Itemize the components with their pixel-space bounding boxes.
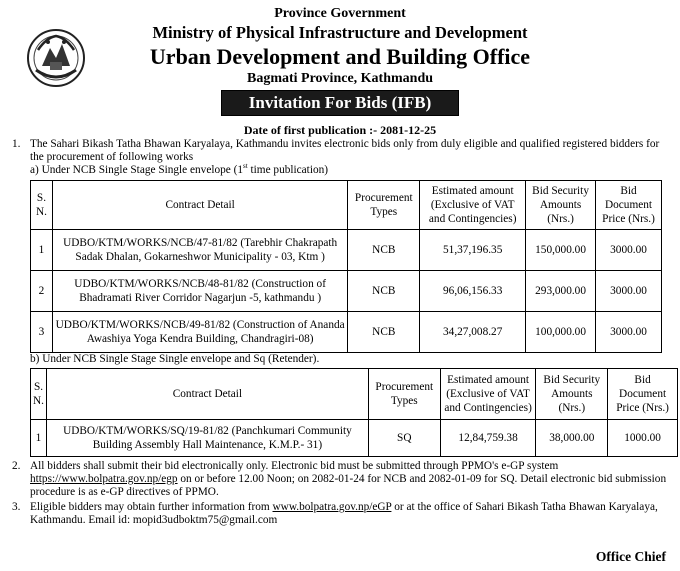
- signature-office-chief: Office Chief: [595, 549, 666, 564]
- header-location: Bagmati Province, Kathmandu: [246, 71, 434, 86]
- cell-detail: UDBO/KTM/WORKS/SQ/19-81/82 (Panchkumari Community Building Assembly Hall Maintenance, K.M.P.- 31): [46, 420, 368, 457]
- cell-detail: UDBO/KTM/WORKS/NCB/47-81/82 (Tarebhir Chakrapath Sadak Dhalan, Gokarneshwor Municipality - 03, Ktm ): [52, 230, 347, 271]
- subsection-a-suffix: time publication): [247, 164, 329, 176]
- col-document-price: Bid Document Price (Nrs.): [608, 369, 678, 420]
- cell-sn: 3: [31, 312, 53, 353]
- header-ministry: Ministry of Physical Infrastructure and Development: [152, 23, 528, 42]
- table-row: [31, 420, 678, 457]
- paragraph-text: The Sahari Bikash Tatha Bhawan Karyalaya, Kathmandu invites electronic bids only from duly eligible and qualified registered bidders for the procurement of following works: [30, 138, 660, 163]
- col-bid-security: Bid Security Amounts (Nrs.): [526, 181, 596, 230]
- cell-sn: 1: [31, 420, 47, 457]
- egp-link[interactable]: https://www.bolpatra.gov.np/egp: [30, 473, 178, 485]
- cell-detail: UDBO/KTM/WORKS/NCB/49-81/82 (Construction of Ananda Awashiya Yoga Kendra Building, Chandragiri-08): [52, 312, 347, 353]
- cell-type: SQ: [368, 420, 440, 457]
- paragraph-2: [12, 460, 668, 499]
- header-province: Province Government: [274, 6, 406, 21]
- cell-price: 3000.00: [596, 230, 662, 271]
- subsection-b: b) Under NCB Single Stage Single envelope and Sq (Retender).: [30, 353, 320, 365]
- header-office: Urban Development and Building Office: [149, 44, 531, 69]
- cell-price: 1000.00: [608, 420, 678, 457]
- cell-security: 100,000.00: [526, 312, 596, 353]
- col-sn: S. N.: [31, 181, 53, 230]
- cell-amount: 96,06,156.33: [420, 271, 526, 312]
- ifb-banner: Invitation For Bids (IFB): [221, 90, 459, 116]
- paragraph-1: [12, 138, 668, 164]
- cell-amount: 34,27,008.27: [420, 312, 526, 353]
- col-document-price: Bid Document Price (Nrs.): [596, 181, 662, 230]
- cell-amount: 51,37,196.35: [420, 230, 526, 271]
- paragraph-number: 2.: [12, 460, 21, 472]
- col-estimated-amount: Estimated amount (Exclusive of VAT and Contingencies): [440, 369, 536, 420]
- table-row: [31, 271, 662, 312]
- paragraph-text: All bidders shall submit their bid electronically only. Electronic bid must be submitted through PPMO's e-GP system: [30, 460, 559, 472]
- cell-security: 38,000.00: [536, 420, 608, 457]
- paragraph-text: Eligible bidders may obtain further information from: [30, 501, 273, 513]
- col-bid-security: Bid Security Amounts (Nrs.): [536, 369, 608, 420]
- table-row: [31, 230, 662, 271]
- nepal-government-emblem-icon: [26, 28, 86, 88]
- subsection-a: [12, 164, 668, 177]
- col-estimated-amount: Estimated amount (Exclusive of VAT and Contingencies): [420, 181, 526, 230]
- cell-amount: 12,84,759.38: [440, 420, 536, 457]
- col-contract-detail: Contract Detail: [52, 181, 347, 230]
- table-header-row: [31, 181, 662, 230]
- col-sn: S. N.: [31, 369, 47, 420]
- cell-type: NCB: [348, 271, 420, 312]
- table-header-row: [31, 369, 678, 420]
- paragraph-text-cont: on or before 12.00 Noon; on 2082-01-24 for NCB and 2082-01-09 for SQ. Detail electronic bid submission procedure is as e-GP directives of PPMO.: [30, 473, 667, 498]
- publication-date: Date of first publication :- 2081-12-25: [243, 123, 437, 137]
- cell-price: 3000.00: [596, 312, 662, 353]
- paragraph-number: 1.: [12, 138, 21, 150]
- cell-sn: 1: [31, 230, 53, 271]
- col-procurement-type: Procurement Types: [368, 369, 440, 420]
- col-procurement-type: Procurement Types: [348, 181, 420, 230]
- sq-contracts-table: [30, 368, 678, 457]
- cell-type: NCB: [348, 230, 420, 271]
- paragraph-text-cont: or at the office of Sahari Bikash Tatha Bhawan Karyalaya, Kathmandu. Email id: mopid3udboktm75@gmail.com: [30, 501, 658, 526]
- paragraph-3: [12, 501, 668, 527]
- paragraph-number: 3.: [12, 501, 21, 513]
- bolpatra-link[interactable]: www.bolpatra.gov.np/eGP: [272, 501, 392, 513]
- ncb-contracts-table: [30, 180, 662, 353]
- cell-type: NCB: [348, 312, 420, 353]
- cell-security: 293,000.00: [526, 271, 596, 312]
- cell-detail: UDBO/KTM/WORKS/NCB/48-81/82 (Construction of Bhadramati River Corridor Nagarjun -5, kathmandu ): [52, 271, 347, 312]
- cell-sn: 2: [31, 271, 53, 312]
- subsection-a-text: a) Under NCB Single Stage Single envelope (1: [30, 164, 244, 176]
- cell-security: 150,000.00: [526, 230, 596, 271]
- col-contract-detail: Contract Detail: [46, 369, 368, 420]
- cell-price: 3000.00: [596, 271, 662, 312]
- subsection-a-sup: st: [243, 162, 248, 171]
- table-row: [31, 312, 662, 353]
